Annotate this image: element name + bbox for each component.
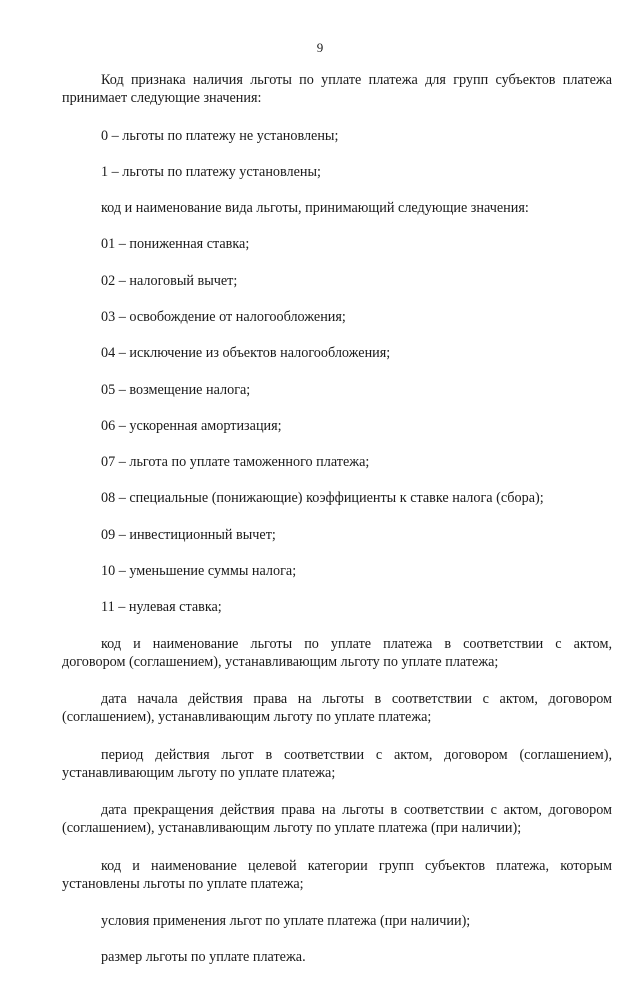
paragraph-line: период действия льгот в соответствии с актом, договором (соглашением), <box>101 746 612 763</box>
paragraph-line: принимает следующие значения: <box>62 90 262 106</box>
paragraph-line: установлены льготы по уплате платежа; <box>62 875 304 892</box>
list-item-08: 08 – специальные (понижающие) коэффициенты к ставке налога (сбора); <box>101 490 544 507</box>
paragraph-benefit-code-intro <box>62 71 612 107</box>
paragraph-line: (соглашением), устанавливающим льготу по уплате платежа; <box>62 709 432 726</box>
list-item-03: 03 – освобождение от налогообложения; <box>101 308 346 325</box>
paragraph-line: договором (соглашением), устанавливающим льготу по уплате платежа; <box>62 653 499 670</box>
paragraph-line: дата начала действия права на льготы в соответствии с актом, договором <box>101 691 612 708</box>
paragraph-end-date <box>62 801 612 837</box>
list-item-1: 1 – льготы по платежу установлены; <box>101 163 321 180</box>
paragraph-line: (соглашением), устанавливающим льготу по уплате платежа (при наличии); <box>62 820 522 837</box>
list-item-07: 07 – льгота по уплате таможенного платежа; <box>101 454 370 471</box>
paragraph-conditions: условия применения льгот по уплате платежа (при наличии); <box>101 913 471 930</box>
paragraph-target-category <box>62 857 612 893</box>
document-body <box>62 71 612 985</box>
list-item-10: 10 – уменьшение суммы налога; <box>101 563 297 580</box>
list-item-05: 05 – возмещение налога; <box>101 381 251 398</box>
paragraph-benefit-size: размер льготы по уплате платежа. <box>101 949 306 966</box>
paragraph-benefit-code-act <box>62 635 612 671</box>
list-item-04: 04 – исключение из объектов налогообложения; <box>101 345 391 362</box>
paragraph-line: код и наименование целевой категории групп субъектов платежа, которым <box>101 857 612 874</box>
list-item-09: 09 – инвестиционный вычет; <box>101 526 276 543</box>
paragraph-benefit-type: код и наименование вида льготы, принимающий следующие значения: <box>101 200 529 217</box>
list-item-11: 11 – нулевая ставка; <box>101 599 222 616</box>
paragraph-start-date <box>62 690 612 726</box>
paragraph-line: Код признака наличия льготы по уплате платежа для групп субъектов платежа <box>101 72 612 88</box>
list-item-01: 01 – пониженная ставка; <box>101 236 250 253</box>
list-item-06: 06 – ускоренная амортизация; <box>101 417 282 434</box>
list-item-0: 0 – льготы по платежу не установлены; <box>101 127 339 144</box>
page-number: 9 <box>316 40 324 55</box>
paragraph-line: дата прекращения действия права на льготы в соответствии с актом, договором <box>101 802 612 819</box>
paragraph-period <box>62 746 612 782</box>
list-item-02: 02 – налоговый вычет; <box>101 272 238 289</box>
paragraph-line: код и наименование льготы по уплате платежа в соответствии с актом, <box>101 635 612 652</box>
paragraph-line: устанавливающим льготу по уплате платежа; <box>62 764 336 781</box>
